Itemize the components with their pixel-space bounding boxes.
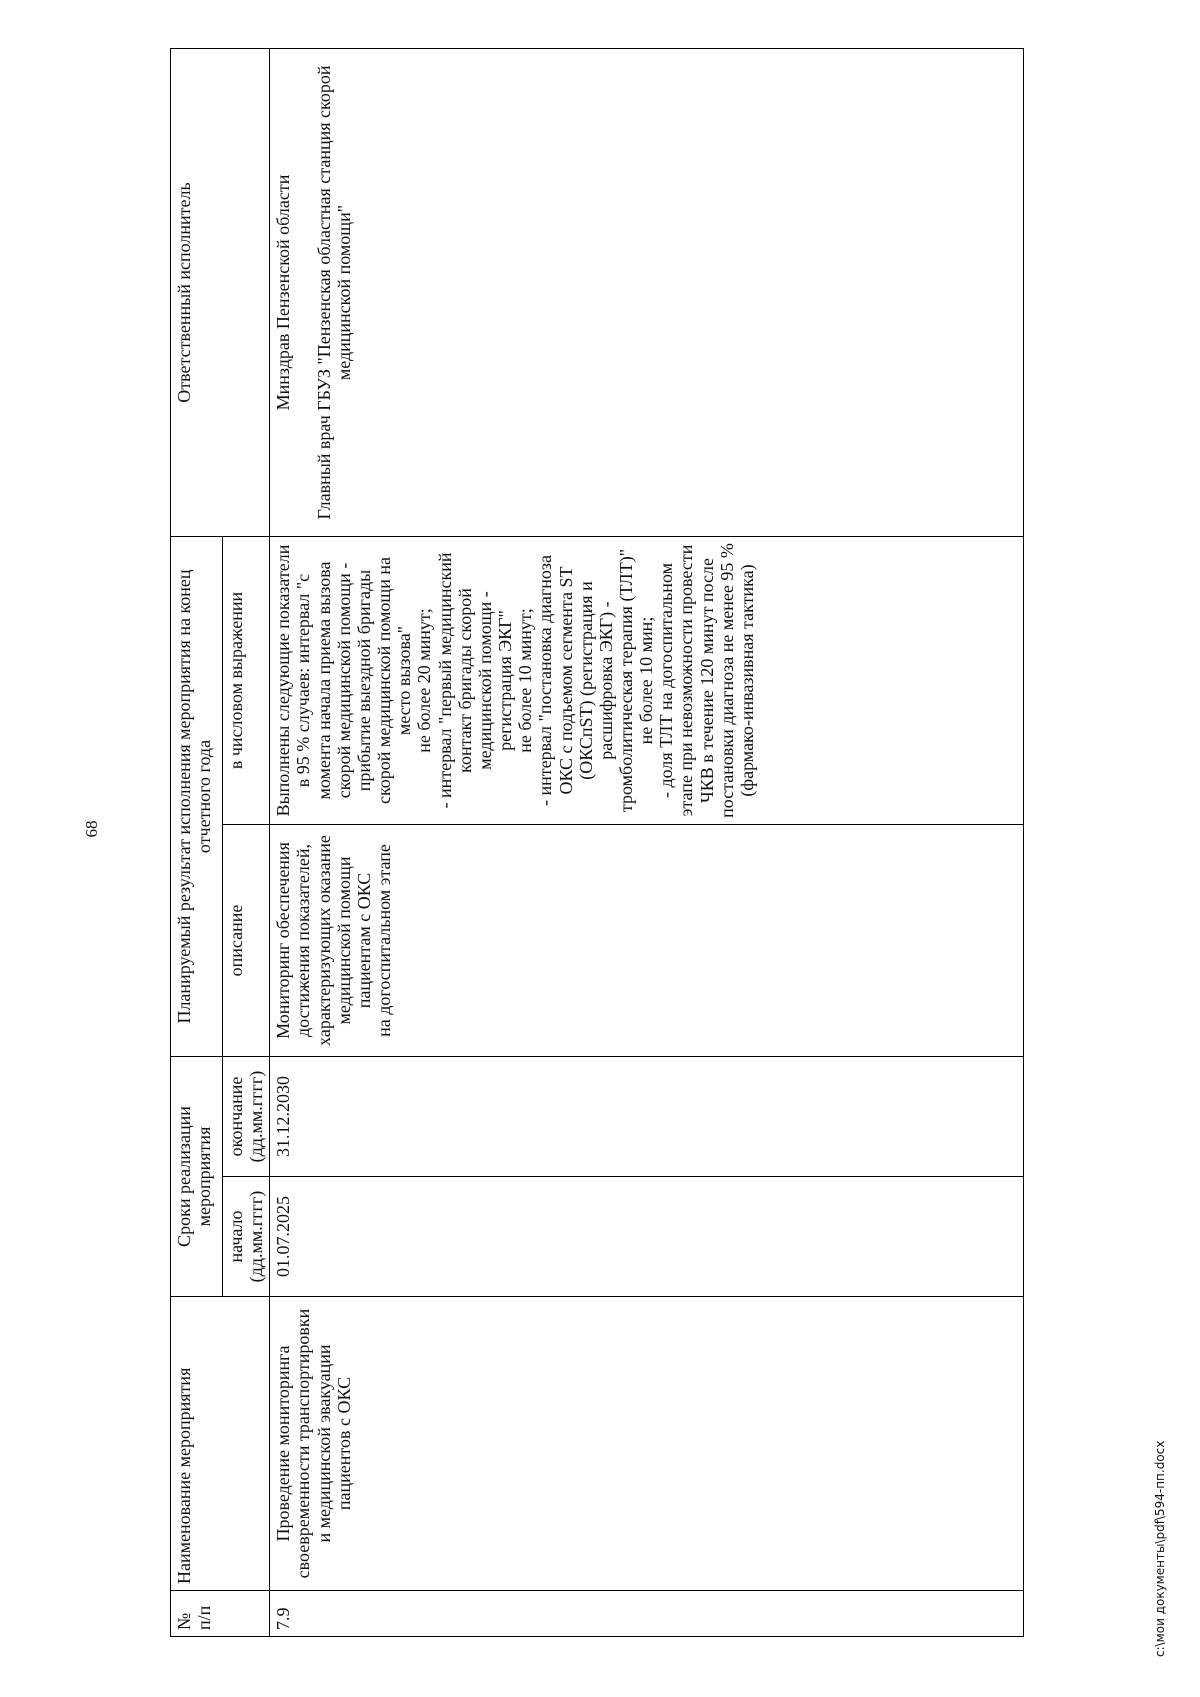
header-terms: Сроки реализации мероприятия [171, 1057, 223, 1297]
header-end: окончание (дд.мм.гггг) [223, 1057, 270, 1177]
header-name: Наименование мероприятия [171, 1297, 270, 1591]
header-result: Планируемый результат исполнения мероприятия на конец отчетного года [171, 537, 223, 1057]
footer-file-path: c:\мои документы\pdf\594-пп.docx [1153, 1440, 1167, 1657]
cell-start: 01.07.2025 [270, 1177, 1024, 1297]
cell-description: Мониторинг обеспечения достижения показателей, характеризующих оказание медицинской помощи пациентам с ОКС на догоспитальном этапе [270, 825, 1024, 1057]
rotated-table-container [170, 49, 1024, 1637]
page-number: 68 [82, 820, 101, 838]
header-start: начало (дд.мм.гггг) [223, 1177, 270, 1297]
cell-end: 31.12.2030 [270, 1057, 1024, 1177]
table-row [270, 49, 1024, 1637]
cell-numeric: Выполнены следующие показатели в 95 % случаев: интервал "с момента начала приема вызова скорой медицинской помощи - прибытие выездной бригады скорой медицинской помощи на место вызова" не более 20 минут; - интервал "первый медицинский контакт бригады скорой медицинской помощи - регистрация ЭКГ" не более 10 минут; - интервал "постановка диагноза ОКС с подъемом сегмента ST (ОКСпST) (регистрация и расшифровка ЭКГ) - тромболитическая терапия (ТЛТ)" не более 10 мин; - доля ТЛТ на догоспитальном этапе при невозможности провести ЧКВ в течение 120 минут после постановки диагноза не менее 95 % (фармако-инвазивная тактика) [270, 537, 1024, 825]
header-numeric: в числовом выражении [223, 537, 270, 825]
header-description: описание [223, 825, 270, 1057]
measures-table [170, 48, 1024, 1637]
header-responsible: Ответственный исполнитель [171, 49, 270, 537]
header-num: № п/п [171, 1591, 270, 1637]
cell-num: 7.9 [270, 1591, 1024, 1637]
cell-responsible: Минздрав Пензенской области Главный врач ГБУЗ "Пензенская областная станция скорой медицинской помощи" [270, 49, 1024, 537]
cell-name: Проведение мониторинга своевременности транспортировки и медицинской эвакуации пациентов с ОКС [270, 1297, 1024, 1591]
